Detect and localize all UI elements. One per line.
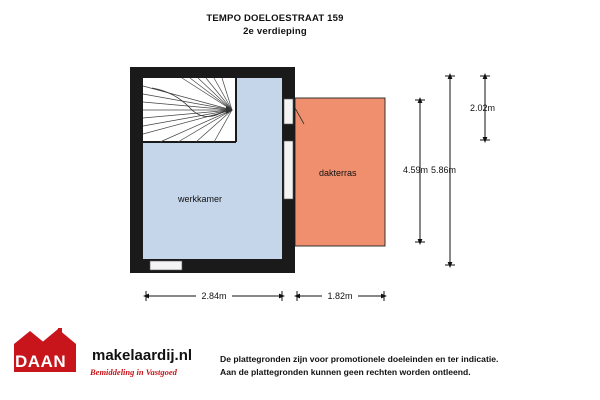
staircase [143,78,236,142]
width-right-label: 1.82m [327,291,353,301]
width-left-label: 2.84m [201,291,227,301]
logo-brand: DAAN [15,352,67,371]
height-terrace-label: 4.59m [403,165,429,175]
window-bottom [150,261,182,270]
height-top-label: 2.02m [470,103,496,113]
terrace-window [284,141,293,199]
terrace-door [284,99,293,124]
height-total-label: 5.86m [431,165,457,175]
page-subtitle: 2e verdieping [243,26,307,37]
disclaimer-line-2: Aan de plattegronden kunnen geen rechten worden ontleend. [220,367,471,377]
disclaimer-line-1: De plattegronden zijn voor promotionele doeleinden en ter indicatie. [220,354,499,364]
dakterras-label: dakterras [319,168,357,178]
werkkamer-label: werkkamer [178,194,223,204]
logo-domain: makelaardij.nl [92,347,193,364]
page-title: TEMPO DOELOESTRAAT 159 [206,13,344,24]
logo-tagline: Bemiddeling in Vastgoed [90,367,177,377]
